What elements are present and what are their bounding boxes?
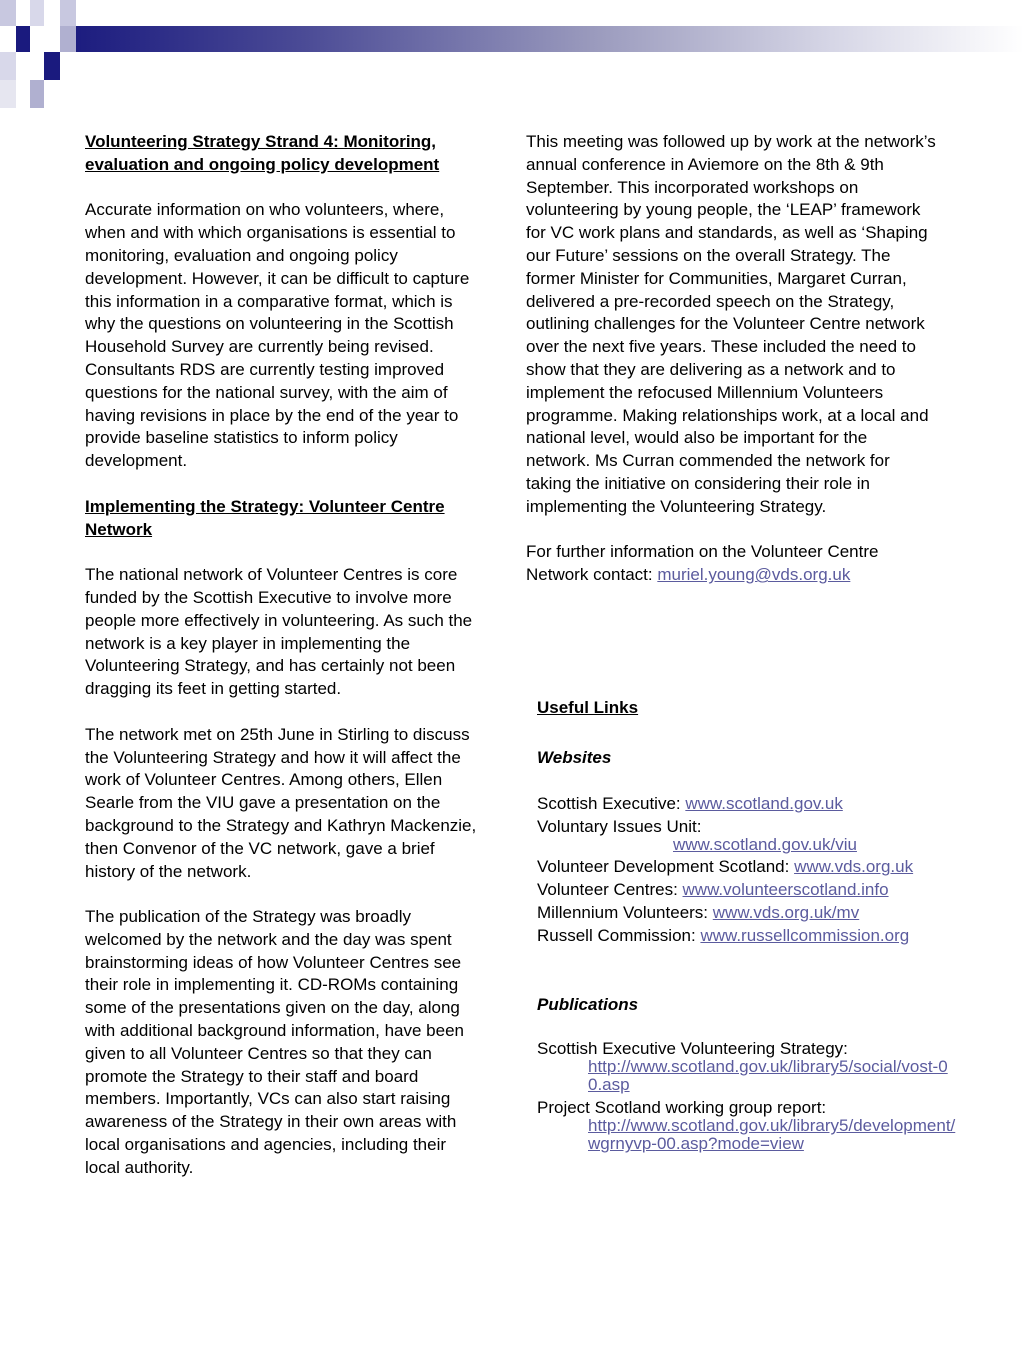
website-link[interactable]: www.vds.org.uk/mv	[712, 902, 860, 922]
publication-url-line	[537, 1058, 958, 1094]
publication-paragraph: The publication of the Strategy was broadly welcomed by the network and the day was spent brainstorming ideas of how Volunteer Centres see their role in implementing it. CD-ROMs containing some of the presentations given on the day, along with additional background information, have been given to all Volunteer Centres so that they can promote the Strategy to their staff and board members. Importantly, VCs can also start raising awareness of the Strategy in their own areas with local organisations and agencies, including their local authority.	[85, 907, 464, 1177]
publication-item: Scottish Executive Volunteering Strategy:	[537, 1039, 848, 1059]
conference-paragraph: This meeting was followed up by work at the network’s annual conference in Aviemore on the 8th & 9th September. This incorporated workshops on volunteering by young people, the ‘LEAP’ framework for VC work plans and standards, as well as ‘Shaping our Future’ sessions on the overall Strategy. The former Minister for Communities, Margaret Curran, delivered a pre-recorded speech on the Strategy, outlining challenges for the Volunteer Centre network over the next five years. These included the need to show that they are delivering as a network and to implement the refocused Millennium Volunteers programme. Making relationships work, at a local and national level, would also be important for the network. Ms Curran commended the network for taking the initiative on considering their role in implementing the Volunteering Strategy.	[526, 132, 936, 516]
publication-link[interactable]: http://www.scotland.gov.uk/library5/development/wgrnyvp-00.asp?mode=view	[588, 1116, 956, 1154]
website-item: Millennium Volunteers: www.vds.org.uk/mv	[537, 902, 860, 922]
website-item: Volunteer Centres: www.volunteerscotland.info	[537, 880, 889, 900]
website-item: Scottish Executive: www.scotland.gov.uk	[537, 793, 843, 813]
website-item: Volunteer Development Scotland: www.vds.org.uk	[537, 857, 914, 877]
website-link[interactable]: www.russellcommission.org	[700, 925, 910, 945]
contact-text: For further information on the Volunteer Centre Network contact:	[526, 542, 879, 585]
contact-paragraph	[526, 541, 936, 587]
left-column	[85, 131, 480, 1180]
publications-heading: Publications	[537, 994, 639, 1014]
website-link[interactable]: www.volunteerscotland.info	[682, 880, 889, 900]
websites-heading: Websites	[537, 747, 612, 767]
website-link[interactable]: www.scotland.gov.uk/viu	[673, 835, 857, 855]
website-link[interactable]: www.scotland.gov.uk	[685, 793, 843, 813]
strand4-paragraph: Accurate information on who volunteers, where, when and with which organisations is essential to monitoring, evaluation and ongoing policy development. However, it can be difficult to capture this information in a comparative format, which is why the questions on volunteering in the Scottish Household Survey are currently being revised. Consultants RDS are currently testing improved questions for the national survey, with the aim of having revisions in place by the end of the year to provide baseline statistics to inform policy development.	[85, 200, 470, 471]
strand4-heading: Volunteering Strategy Strand 4: Monitoring, evaluation and ongoing policy development	[85, 132, 440, 174]
contact-email-link[interactable]: muriel.young@vds.org.uk	[657, 565, 851, 585]
publication-link[interactable]: http://www.scotland.gov.uk/library5/social/vost-00.asp	[588, 1057, 948, 1095]
website-item: Voluntary Issues Unit:	[537, 817, 702, 837]
publications-list	[537, 1039, 977, 1153]
website-item-url-line	[537, 836, 977, 854]
useful-links-title: Useful Links	[537, 698, 639, 717]
publication-url-line	[537, 1117, 958, 1153]
right-column	[526, 131, 936, 587]
network-paragraph: The national network of Volunteer Centres is core funded by the Scottish Executive to involve more people more effectively in volunteering. As such the network is a key player in implementing the Volunteering Strategy, and has certainly not been dragging its feet in getting started.	[85, 565, 473, 699]
website-item: Russell Commission: www.russellcommission.org	[537, 925, 910, 945]
header-gradient-bar	[64, 26, 1024, 52]
websites-list	[537, 793, 977, 948]
stirling-meeting-paragraph: The network met on 25th June in Stirling to discuss the Volunteering Strategy and how it will affect the work of Volunteer Centres. Among others, Ellen Searle from the VIU gave a presentation on the background to the Strategy and Kathryn Mackenzie, then Convenor of the VC network, gave a brief history of the network.	[85, 724, 477, 881]
useful-links-section	[537, 697, 977, 1153]
publication-item: Project Scotland working group report:	[537, 1098, 827, 1118]
implementing-heading: Implementing the Strategy: Volunteer Centre Network	[85, 496, 445, 539]
website-link[interactable]: www.vds.org.uk	[794, 857, 914, 877]
